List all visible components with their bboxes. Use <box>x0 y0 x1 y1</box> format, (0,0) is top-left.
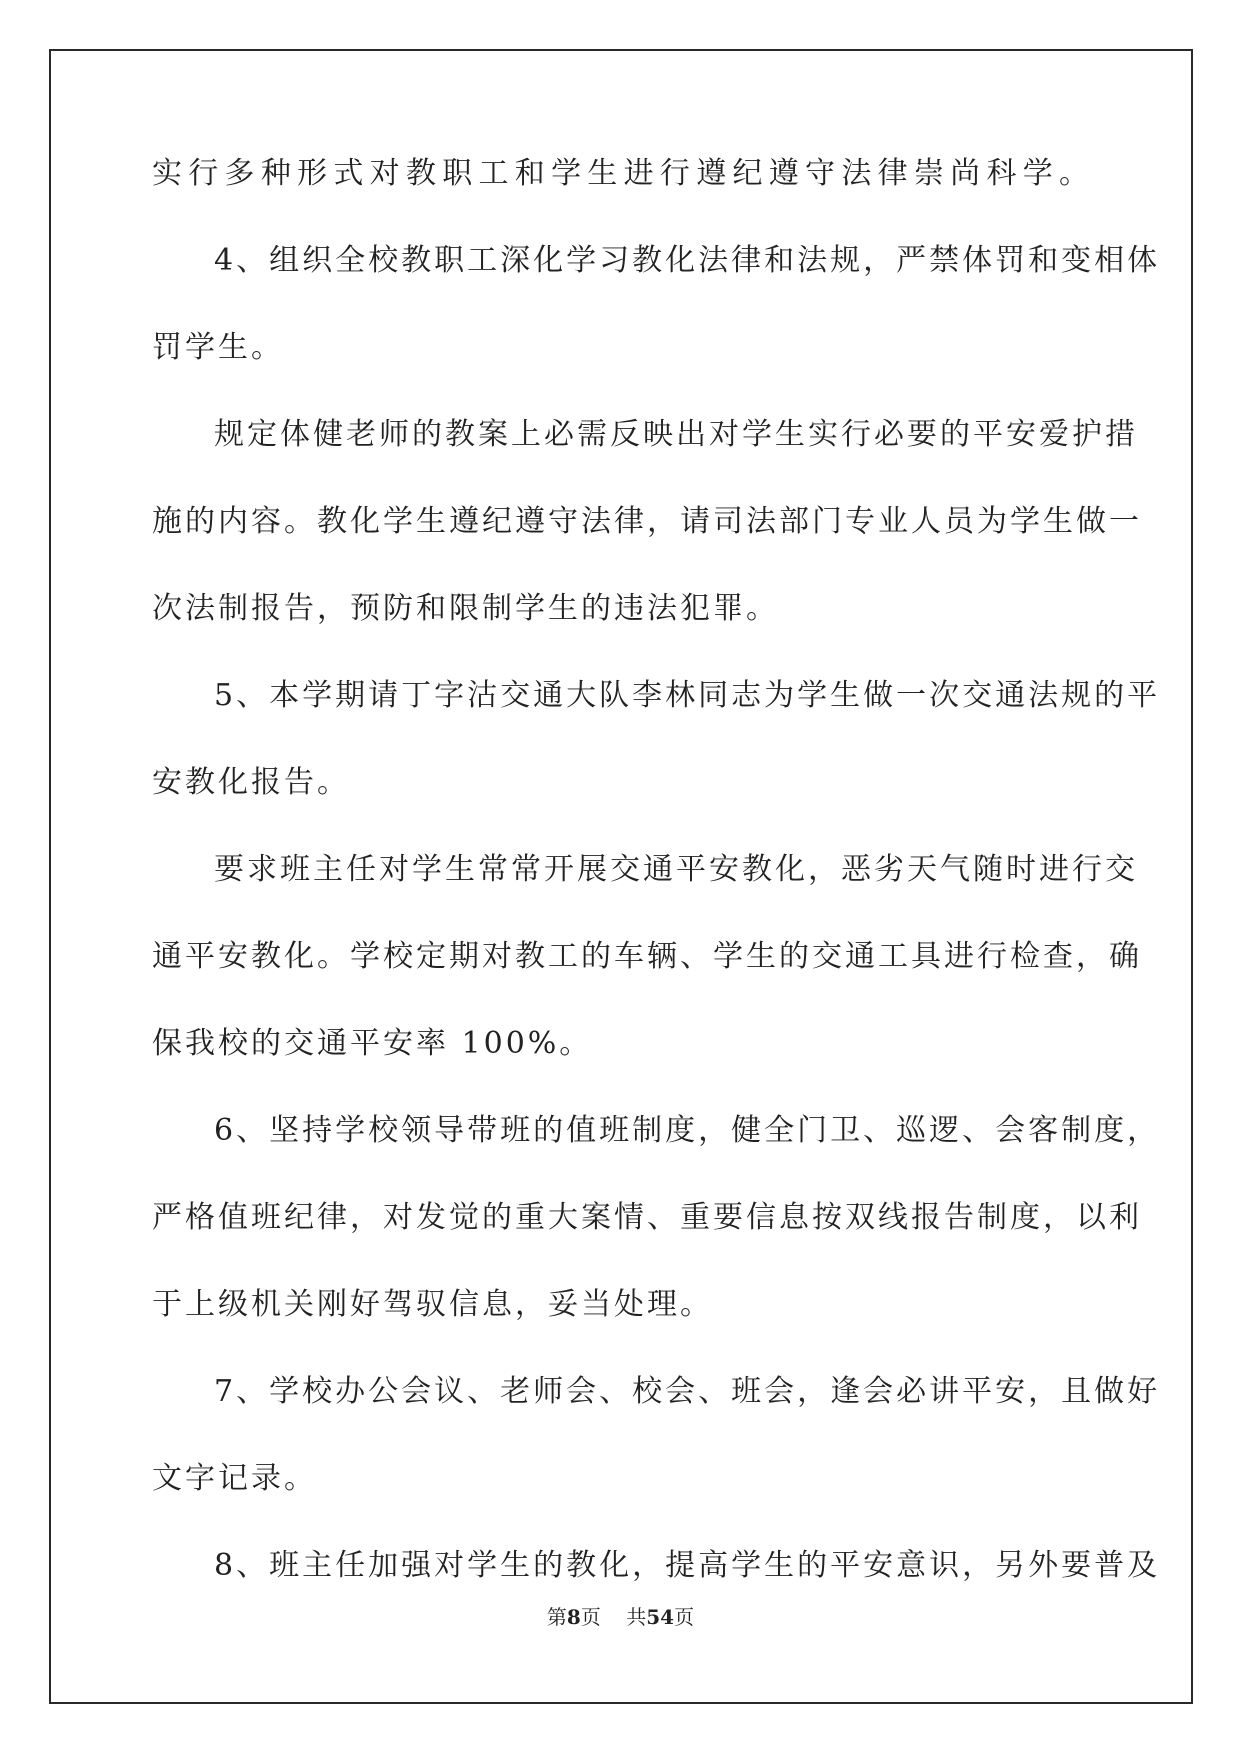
text-line: 罚学生。 <box>152 330 284 365</box>
page-prefix: 第 <box>546 1605 567 1629</box>
text-line: 于上级机关刚好驾驭信息，妥当处理。 <box>152 1287 713 1322</box>
page-suffix: 页 <box>580 1605 601 1629</box>
text-line: 严格值班纪律，对发觉的重大案情、重要信息按双线报告制度，以利 <box>152 1200 1142 1235</box>
text-line: 文字记录。 <box>152 1461 317 1496</box>
paragraph-first-line: 7、学校办公会议、老师会、校会、班会，逢会必讲平安，且做好 <box>214 1374 1161 1409</box>
total-pages: 54 <box>646 1605 675 1629</box>
text-line: 通平安教化。学校定期对教工的车辆、学生的交通工具进行检查，确 <box>152 939 1142 974</box>
paragraph-first-line: 要求班主任对学生常常开展交通平安教化，恶劣天气随时进行交 <box>214 852 1138 887</box>
total-prefix: 共 <box>626 1605 647 1629</box>
text-line: 实行多种形式对教职工和学生进行遵纪遵守法律崇尚科学。 <box>152 156 1092 191</box>
page-footer <box>0 1605 1241 1629</box>
paragraph-first-line: 4、组织全校教职工深化学习教化法律和法规，严禁体罚和变相体 <box>214 243 1161 278</box>
paragraph-first-line: 规定体健老师的教案上必需反映出对学生实行必要的平安爱护措 <box>214 417 1138 452</box>
total-suffix: 页 <box>674 1605 695 1629</box>
text-line: 安教化报告。 <box>152 765 350 800</box>
text-line: 施的内容。教化学生遵纪遵守法律，请司法部门专业人员为学生做一 <box>152 504 1142 539</box>
page-number: 8 <box>566 1605 581 1629</box>
paragraph-first-line: 6、坚持学校领导带班的值班制度，健全门卫、巡逻、会客制度， <box>214 1113 1161 1148</box>
paragraph-first-line: 8、班主任加强对学生的教化，提高学生的平安意识，另外要普及 <box>214 1548 1161 1583</box>
text-line: 次法制报告，预防和限制学生的违法犯罪。 <box>152 591 779 626</box>
paragraph-first-line: 5、本学期请丁字沽交通大队李林同志为学生做一次交通法规的平 <box>214 678 1161 713</box>
text-line: 保我校的交通平安率 100%。 <box>152 1026 593 1061</box>
